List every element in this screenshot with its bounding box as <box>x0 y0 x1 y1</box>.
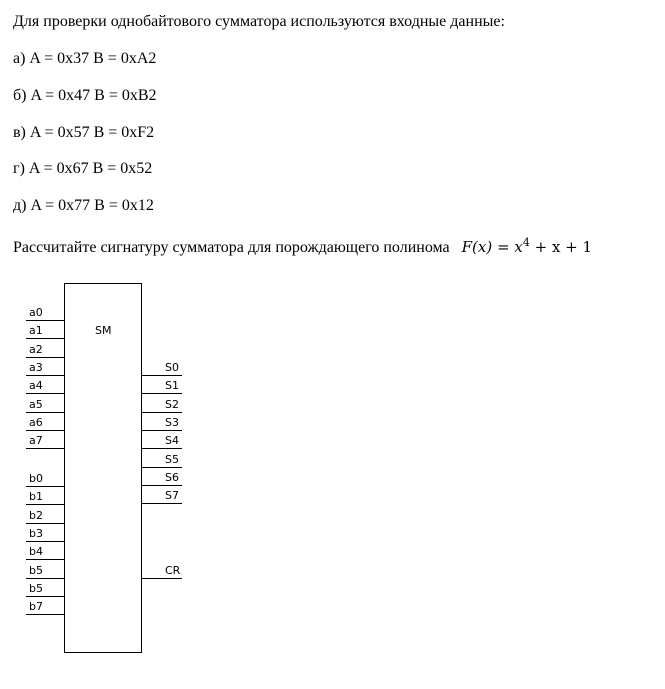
input-b-label: b1 <box>29 490 43 503</box>
output-s-label: S0 <box>165 361 179 374</box>
data-item-c: в) A = 0x57 B = 0xF2 <box>13 124 155 141</box>
input-a-label: a7 <box>29 434 43 447</box>
input-a-pin <box>26 338 64 339</box>
input-b-label: b3 <box>29 527 43 540</box>
input-a-pin <box>26 375 64 376</box>
poly-eq: = <box>497 238 510 256</box>
input-b-label: b7 <box>29 600 43 613</box>
output-s-label: S5 <box>165 453 179 466</box>
output-s-pin <box>142 467 182 468</box>
input-b-pin <box>26 523 64 524</box>
input-b-label: b0 <box>29 472 43 485</box>
input-b-pin <box>26 559 64 560</box>
input-a-pin <box>26 430 64 431</box>
block-label: SM <box>95 324 112 337</box>
poly-rest: + x + 1 <box>534 238 593 256</box>
output-s-label: S7 <box>165 489 179 502</box>
output-s-pin <box>142 375 182 376</box>
input-b-pin <box>26 614 64 615</box>
input-b-label: b4 <box>29 545 43 558</box>
input-a-pin <box>26 357 64 358</box>
input-a-label: a2 <box>29 343 43 356</box>
output-s-pin <box>142 503 182 504</box>
input-b-pin <box>26 541 64 542</box>
data-item-d: г) A = 0x67 B = 0x52 <box>13 160 153 177</box>
input-a-label: a0 <box>29 306 43 319</box>
carry-label: CR <box>165 564 181 577</box>
input-a-pin <box>26 448 64 449</box>
input-a-label: a3 <box>29 361 43 374</box>
carry-pin <box>142 578 182 579</box>
output-s-label: S1 <box>165 379 179 392</box>
input-b-pin <box>26 596 64 597</box>
output-s-label: S6 <box>165 471 179 484</box>
input-a-pin <box>26 393 64 394</box>
poly-lhs: F(x) <box>461 238 493 256</box>
poly-exp: 4 <box>522 236 530 249</box>
output-s-pin <box>142 393 182 394</box>
data-item-e: д) A = 0x77 B = 0x12 <box>13 197 154 214</box>
output-s-pin <box>142 412 182 413</box>
input-b-pin <box>26 486 64 487</box>
output-s-label: S4 <box>165 434 179 447</box>
data-item-a: а) A = 0x37 B = 0xA2 <box>13 50 157 67</box>
input-b-label: b5 <box>29 582 43 595</box>
data-item-b: б) A = 0x47 B = 0xB2 <box>13 87 157 104</box>
output-s-pin <box>142 430 182 431</box>
input-a-pin <box>26 412 64 413</box>
poly-x: x <box>514 238 523 256</box>
input-b-label: b5 <box>29 564 43 577</box>
input-a-pin <box>26 320 64 321</box>
output-s-pin <box>142 485 182 486</box>
task-intro: Для проверки однобайтового сумматора используются входные данные: <box>13 13 505 30</box>
output-s-pin <box>142 448 182 449</box>
input-a-label: a4 <box>29 379 43 392</box>
adder-block <box>64 283 142 653</box>
input-a-label: a5 <box>29 398 43 411</box>
output-s-label: S2 <box>165 398 179 411</box>
output-s-label: S3 <box>165 416 179 429</box>
input-a-label: a6 <box>29 416 43 429</box>
input-a-label: a1 <box>29 324 43 337</box>
input-b-pin <box>26 578 64 579</box>
input-b-label: b2 <box>29 509 43 522</box>
question-text: Рассчитайте сигнатуру сумматора для порождающего полинома <box>13 239 450 256</box>
input-b-pin <box>26 504 64 505</box>
